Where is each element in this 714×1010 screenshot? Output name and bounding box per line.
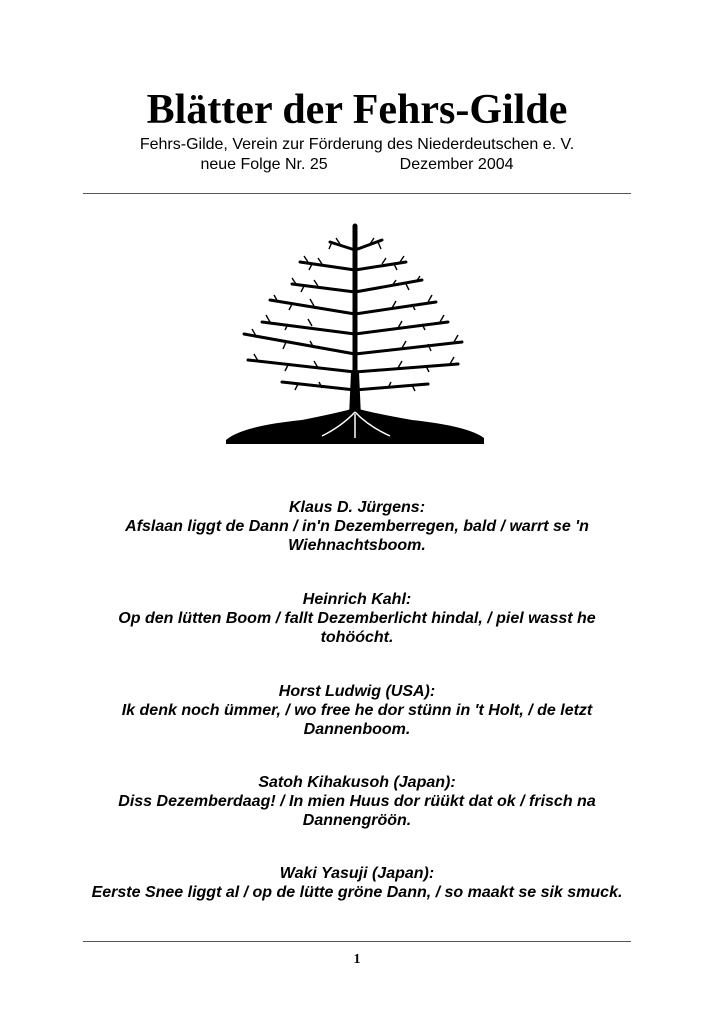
issue-line bbox=[0, 155, 714, 174]
poem-author: Horst Ludwig (USA): bbox=[278, 683, 436, 700]
poem-author: Klaus D. Jürgens: bbox=[288, 499, 426, 516]
fir-tree-illustration-icon bbox=[222, 222, 488, 446]
footer-divider bbox=[83, 941, 631, 942]
poem-text: Afslaan liggt de Dann / in'n Dezemberregen, bald / warrt se 'n Wiehnachtsboom. bbox=[125, 518, 589, 554]
poem-entry bbox=[90, 498, 624, 555]
poem-entry bbox=[90, 864, 624, 902]
page-number: 1 bbox=[353, 952, 361, 967]
issue-number: neue Folge Nr. 25 bbox=[200, 156, 328, 173]
poem-text: Ik denk noch ümmer, / wo free he dor stünn in 't Holt, / de letzt Dannenboom. bbox=[121, 702, 593, 738]
poem-author: Heinrich Kahl: bbox=[302, 591, 412, 608]
poem-entry bbox=[90, 590, 624, 647]
poem-entry bbox=[90, 773, 624, 830]
poem-author: Waki Yasuji (Japan): bbox=[279, 865, 435, 882]
organization-subtitle: Fehrs-Gilde, Verein zur Förderung des Niederdeutschen e. V. bbox=[139, 136, 575, 153]
header-divider bbox=[83, 193, 631, 194]
poem-author: Satoh Kihakusoh (Japan): bbox=[258, 774, 456, 791]
poem-entry bbox=[90, 682, 624, 739]
poem-text: Diss Dezemberdaag! / In mien Huus dor rüükt dat ok / frisch na Dannengröön. bbox=[118, 793, 596, 829]
page-title: Blätter der Fehrs-Gilde bbox=[146, 87, 568, 133]
poem-text: Op den lütten Boom / fallt Dezemberlicht hindal, / piel wasst he tohöócht. bbox=[118, 610, 596, 646]
poem-text: Eerste Snee liggt al / op de lütte gröne Dann, / so maakt se sik smuck. bbox=[91, 884, 623, 901]
issue-date: Dezember 2004 bbox=[399, 156, 514, 173]
